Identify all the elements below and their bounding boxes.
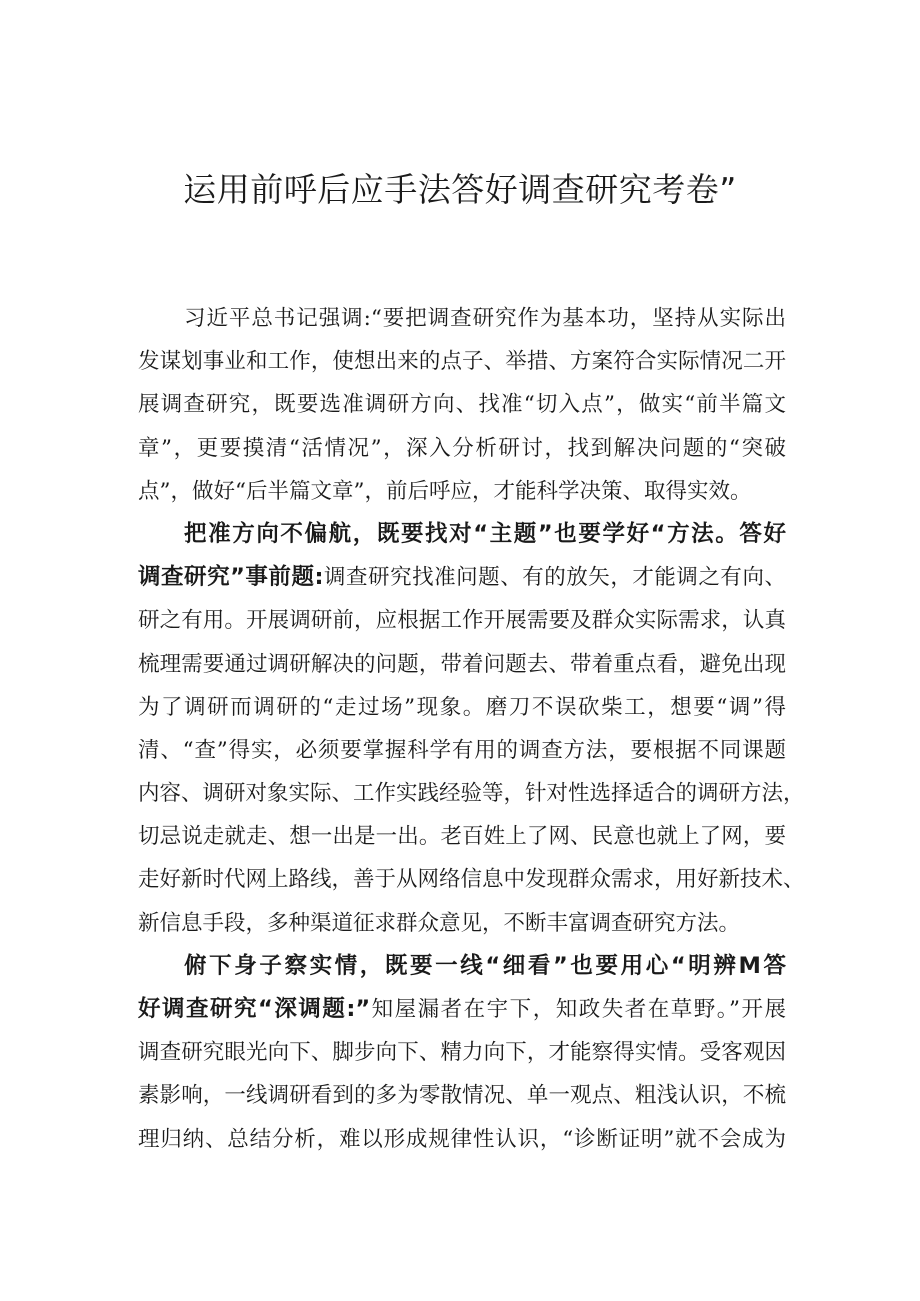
paragraph-line: 展调查研究，既要选准调研方向、找准“切入点”，做实“前半篇文 [138, 392, 786, 418]
paragraph-line: 新信息手段，多种渠道征求群众意见，不断丰富调查研究方法。 [138, 910, 741, 936]
paragraph-line: 章”，更要摸清“活情况”，深入分析研讨，找到解决问题的“突破 [138, 435, 786, 461]
paragraph-line: 切忌说走就走、想一出是一出。老百姓上了网、民意也就上了网，要 [138, 824, 786, 850]
document-body [138, 297, 805, 1161]
paragraph-text: 知屋漏者在宇下，知政失者在草野。”开展 [370, 997, 787, 1022]
paragraph-line: 研之有用。开展调研前，应根据工作开展需要及群众实际需求，认真 [138, 608, 786, 634]
paragraph-line: 内容、调研对象实际、工作实践经验等，针对性选择适合的调研方法， [138, 781, 805, 807]
paragraph-line: 点”，做好“后半篇文章”，前后呼应，才能科学决策、取得实效。 [138, 478, 752, 504]
section-heading: 俯下身子察实情，既要一线“细看”也要用心“明辨M答 [184, 952, 786, 979]
paragraph-line: 梳理需要通过调研解决的问题，带着问题去、带着重点看，避免出现 [138, 651, 786, 677]
paragraph-line: 习近平总书记强调:“要把调查研究作为基本功，坚持从实际出 [184, 306, 786, 331]
paragraph-text: 调查研究找准问题、有的放矢，才能调之有向、 [323, 565, 786, 591]
paragraph-line: 为了调研而调研的“走过场”现象。磨刀不误砍柴工，想要“调”得 [138, 694, 786, 720]
section-heading: 把准方向不偏航，既要找对“主题”也要学好“方法。答好 [184, 520, 786, 547]
paragraph-line: 调查研究眼光向下、脚步向下、精力向下，才能察得实情。受客观因 [138, 1040, 786, 1066]
paragraph-line: 发谋划事业和工作，使想出来的点子、举措、方案符合实际情况二开 [138, 349, 786, 375]
paragraph-line: 清、“查”得实，必须要掌握科学有用的调查方法，要根据不同课题 [138, 737, 786, 763]
paragraph-line: 素影响，一线调研看到的多为零散情况、单一观点、粗浅认识，不梳 [138, 1083, 786, 1109]
paragraph-line: 理归纳、总结分析，难以形成规律性认识，“诊断证明”就不会成为 [138, 1126, 786, 1152]
paragraph-3 [138, 945, 786, 1161]
paragraph-1 [138, 297, 786, 513]
section-heading-continued: 好调查研究“深调题:” [138, 996, 371, 1022]
section-heading-continued: 调查研究”事前题: [138, 564, 324, 591]
paragraph-line [138, 556, 786, 599]
paragraph-line [138, 988, 786, 1031]
paragraph-line: 走好新时代网上路线，善于从网络信息中发现群众需求，用好新技术、 [138, 867, 805, 893]
paragraph-2 [138, 513, 805, 945]
document-title: 运用前呼后应手法答好调查研究考卷” [183, 170, 737, 209]
